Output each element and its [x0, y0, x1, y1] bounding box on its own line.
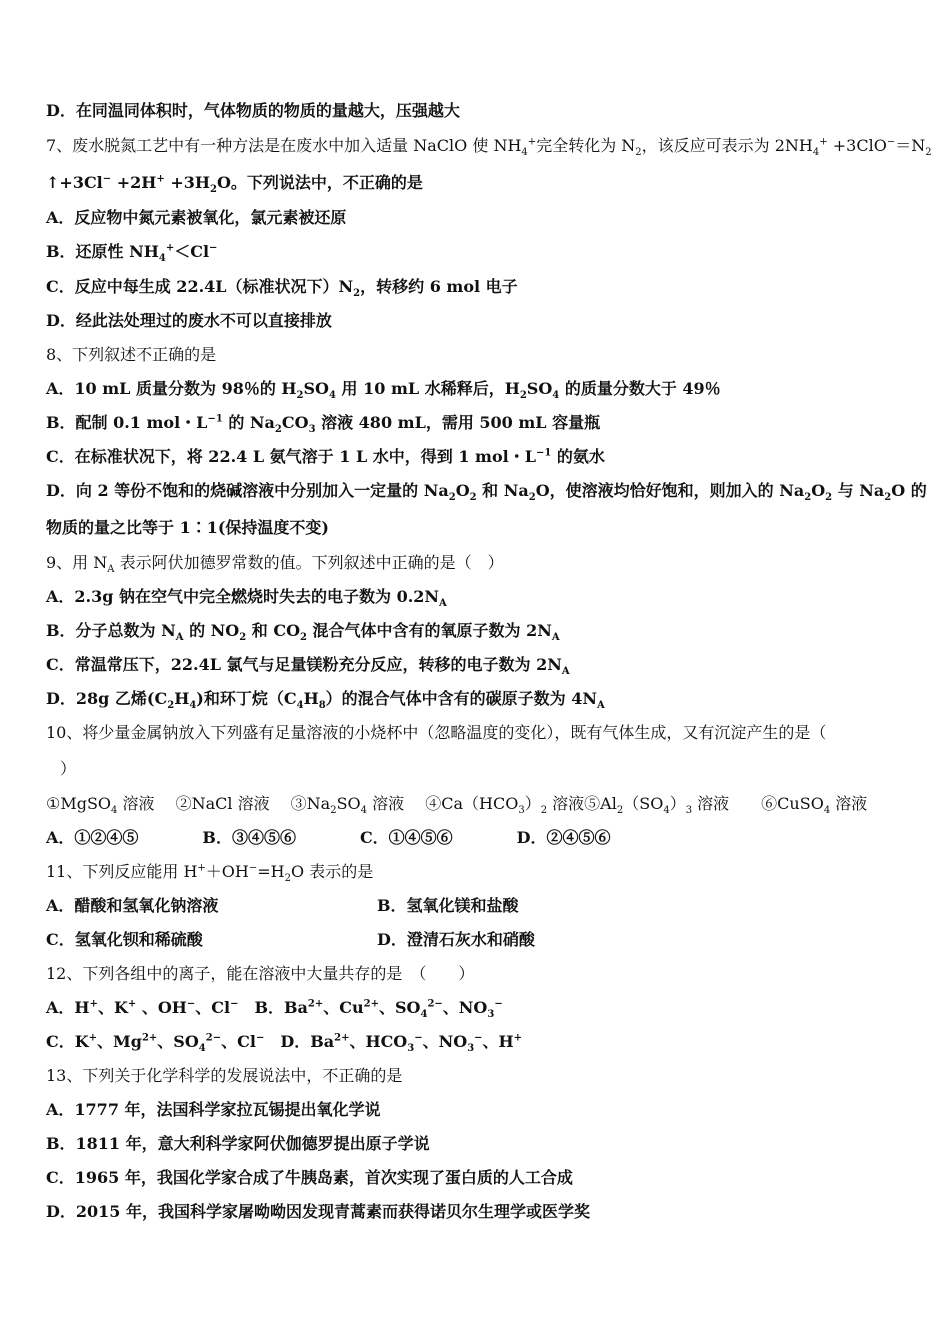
q8-option-a: A．10 mL 质量分数为 98％的 $H_2SO_4$ 用 10 mL 水稀释后，$H_2SO_4$ 的质量分数大于 49％ [46, 379, 721, 402]
q9-stem: 9、用 $N_A$ 表示阿伏加德罗常数的值。下列叙述中正确的是（ ） [46, 553, 504, 576]
q7-option-c: C．反应中每生成 22.4L（标准状况下）$N_2$，转移约 6 mol 电子 [46, 277, 518, 300]
q9-option-c: C．常温常压下，22.4L 氯气与足量镁粉充分反应，转移的电子数为 $2N_A$ [46, 655, 570, 678]
q8-stem: 8、下列叙述不正确的是 [46, 345, 217, 364]
q13-option-a: A．1777 年，法国科学家拉瓦锡提出氧化学说 [46, 1100, 381, 1119]
q9-option-a: A．2.3g 钠在空气中完全燃烧时失去的电子数为 $0.2N_A$ [46, 587, 447, 610]
q11-stem: 11、下列反应能用 $H^++OH^-=H_2O$ 表示的是 [46, 862, 374, 885]
q13-option-c: C．1965 年，我国化学家合成了牛胰岛素，首次实现了蛋白质的人工合成 [46, 1168, 573, 1187]
q7-stem-line2: ↑+3Cl− $+2H^+ +3H_2O$。下列说法中，不正确的是 [46, 173, 423, 196]
q8-option-c: C．在标准状况下，将 22.4 L 氨气溶于 1 L 水中，得到 1 mol・$L^{-1}$ 的氨水 [46, 447, 605, 466]
q8-option-b: B．配制 0.1 mol・$L^{-1}$ 的 $Na_2CO_3$ 溶液 480 mL，需用 500 mL 容量瓶 [46, 413, 601, 436]
q13-stem: 13、下列关于化学科学的发展说法中，不正确的是 [46, 1066, 403, 1085]
q12-stem: 12、下列各组中的离子，能在溶液中大量共存的是 （ ） [46, 964, 475, 983]
q11-option-a: A．醋酸和氢氧化钠溶液 [46, 896, 219, 915]
q7-option-b: B．还原性 $NH_4^+<Cl^-$ [46, 242, 218, 265]
q10-solutions: ①MgSO$_4$ 溶液 ②NaCl 溶液 $③Na_2SO_4$ 溶液 $④Ca(HCO_3)_2$ 溶液$⑤Al_2(SO_4)_3$ 溶液 ⑥CuSO$_4$ 溶液 [46, 794, 868, 817]
q10-stem-line2: ） [60, 759, 77, 778]
q12-options-cd: C．K+、$Mg^{2+}$、$SO_4^{2-}$、Cl− D．$Ba^{2+}$、$HCO_3^-$、$NO_3^-$、H+ [46, 1032, 523, 1055]
q9-option-d: D．28g 乙烯$(C_2H_4)$和环丁烷$(C_4H_8)$的混合气体中含有的碳原子数为 $4N_A$ [46, 689, 605, 712]
q10-options: A．①②④⑤ B．③④⑤⑥ C．①④⑤⑥ D．②④⑤⑥ [46, 828, 611, 847]
q10-stem-line1: 10、将少量金属钠放入下列盛有足量溶液的小烧杯中（忽略温度的变化），既有气体生成，又有沉淀产生的是（ [46, 723, 827, 742]
q9-option-b: B．分子总数为 $N_A$ 的 $NO_2$ 和 $CO_2$ 混合气体中含有的氧原子数为 $2N_A$ [46, 621, 560, 644]
q12-options-ab: A．H+、K+ 、OH−、Cl− B．$Ba^{2+}$、$Cu^{2+}$、$SO_4^{2-}$、$NO_3^-$ [46, 998, 503, 1021]
q7-option-d: D．经此法处理过的废水不可以直接排放 [46, 311, 332, 330]
q7-stem-line1: 7、废水脱氮工艺中有一种方法是在废水中加入适量 NaClO 使 $NH_4^+$完全转化为 $N_2$，该反应可表示为 $2NH_4^+ +3ClO^-=N_2$ [46, 136, 932, 159]
q6-option-d: D．在同温同体积时，气体物质的物质的量越大，压强越大 [46, 101, 460, 120]
q11-option-c: C．氢氧化钡和稀硫酸 [46, 930, 203, 949]
q8-option-d-line2: 物质的量之比等于 1∶1(保持温度不变) [46, 518, 329, 537]
q11-option-b: B．氢氧化镁和盐酸 [377, 896, 519, 915]
q8-option-d-line1: D．向 2 等份不饱和的烧碱溶液中分别加入一定量的 $Na_2O_2$ 和 $Na_2O$，使溶液均恰好饱和，则加入的 $Na_2O_2$ 与 $Na_2O$ 的 [46, 481, 927, 504]
q7-option-a: A．反应物中氮元素被氧化，氯元素被还原 [46, 208, 347, 227]
q11-option-d: D．澄清石灰水和硝酸 [377, 930, 535, 949]
q13-option-b: B．1811 年，意大利科学家阿伏伽德罗提出原子学说 [46, 1134, 430, 1153]
q13-option-d: D．2015 年，我国科学家屠呦呦因发现青蒿素而获得诺贝尔生理学或医学奖 [46, 1202, 590, 1221]
